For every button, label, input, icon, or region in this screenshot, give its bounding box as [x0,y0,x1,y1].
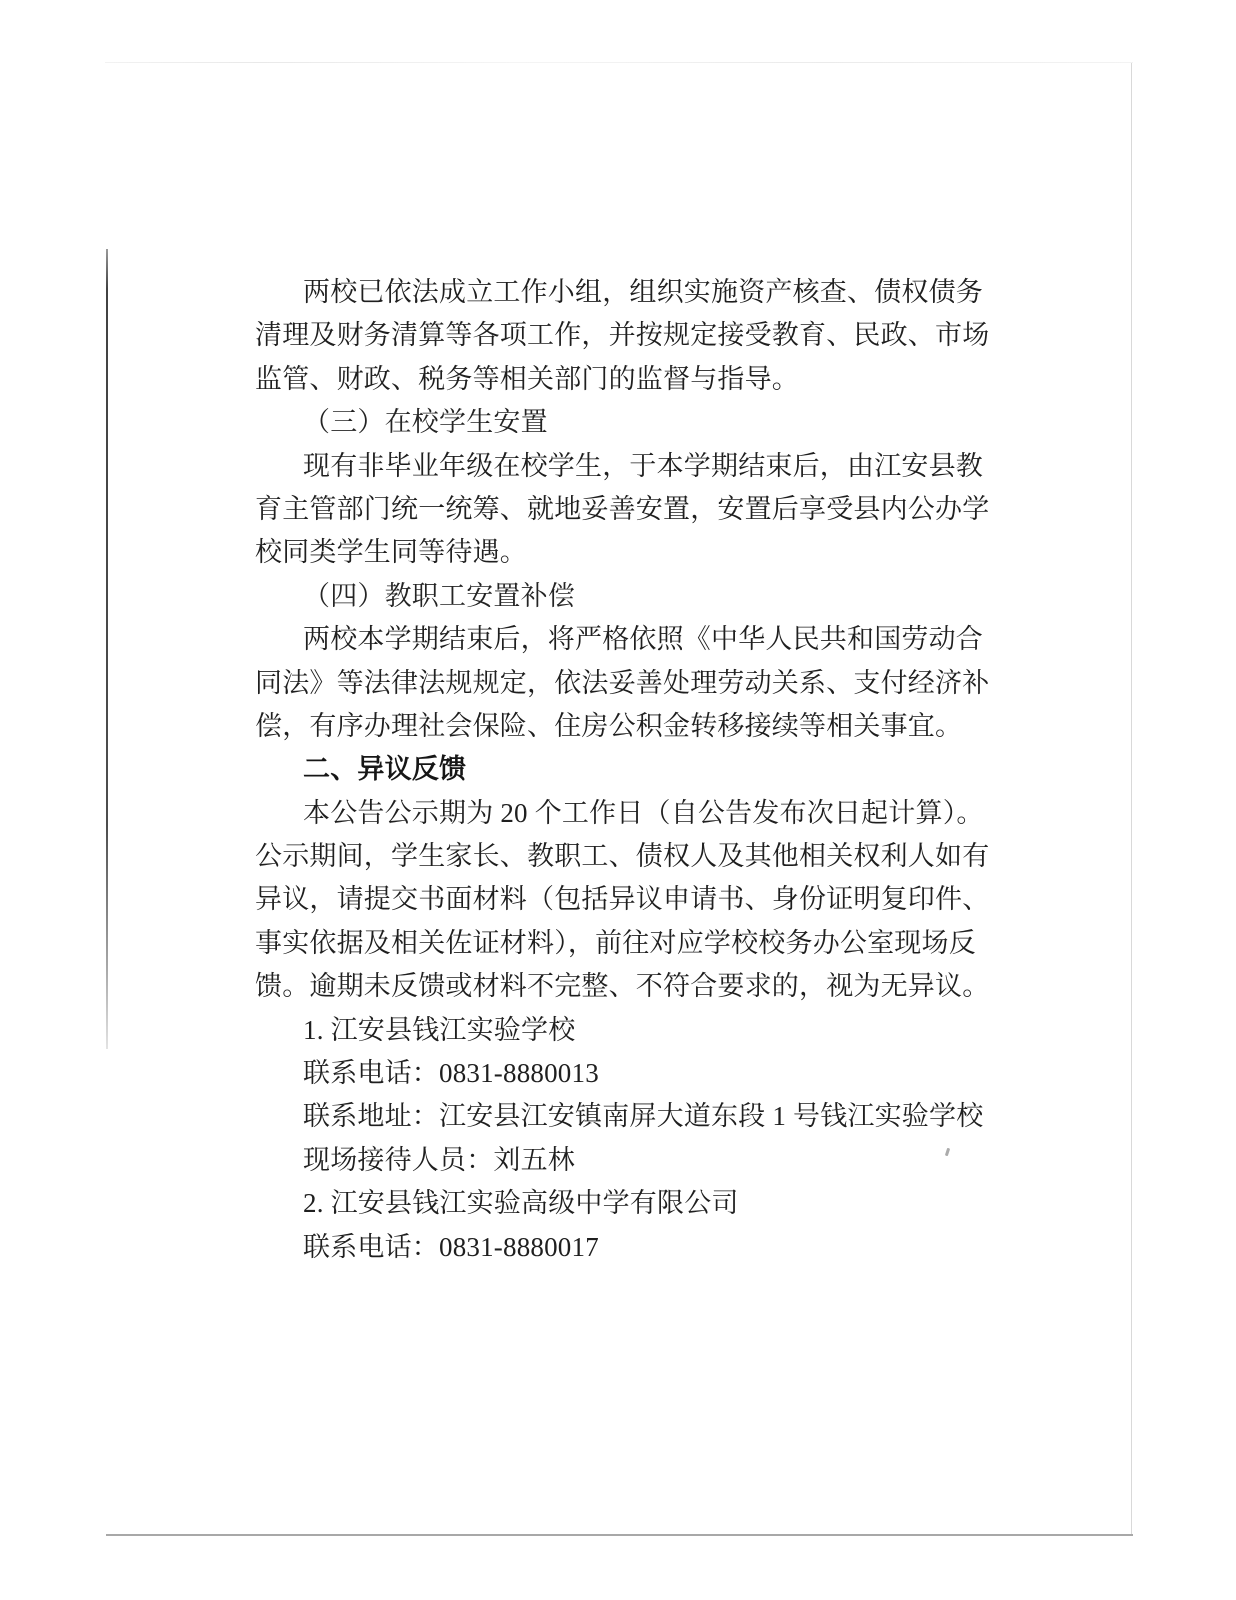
paragraph-student-placement-line-3: 校同类学生同等待遇。 [255,537,527,568]
paragraph-objection-line-2: 公示期间，学生家长、教职工、债权人及其他相关权利人如有 [255,841,990,872]
school-2-name: 2. 江安县钱江实验高级中学有限公司 [303,1188,739,1219]
paragraph-objection-line-1: 本公告公示期为 20 个工作日（自公告发布次日起计算）。 [303,797,984,828]
paragraph-student-placement-line-2: 育主管部门统一统筹、就地妥善安置，安置后享受县内公办学 [255,493,990,524]
paragraph-work-group-line-2: 清理及财务清算等各项工作，并按规定接受教育、民政、市场 [255,320,990,351]
paragraph-objection-line-5: 馈。逾期未反馈或材料不完整、不符合要求的，视为无异议。 [255,971,990,1002]
paragraph-staff-compensation-line-3: 偿，有序办理社会保险、住房公积金转移接续等相关事宜。 [255,710,963,741]
school-1-name: 1. 江安县钱江实验学校 [303,1014,576,1045]
scan-edge-top [105,62,1133,63]
section-heading-student-placement: （三）在校学生安置 [303,407,548,438]
school-1-phone: 联系电话：0831-8880013 [303,1058,599,1089]
heading-objection-feedback: 二、异议反馈 [303,754,467,785]
school-2-phone: 联系电话：0831-8880017 [303,1231,599,1262]
paragraph-staff-compensation-line-2: 同法》等法律法规规定，依法妥善处理劳动关系、支付经济补 [255,667,990,698]
paragraph-work-group-line-3: 监管、财政、税务等相关部门的监督与指导。 [255,363,799,394]
scan-edge-left [106,249,108,1049]
paragraph-objection-line-4: 事实依据及相关佐证材料），前往对应学校校务办公室现场反 [255,927,976,958]
paragraph-student-placement-line-1: 现有非毕业年级在校学生，于本学期结束后，由江安县教 [303,450,983,481]
scan-edge-bottom [106,1534,1133,1536]
paragraph-staff-compensation-line-1: 两校本学期结束后，将严格依照《中华人民共和国劳动合 [303,624,983,655]
school-1-address: 联系地址：江安县江安镇南屏大道东段 1 号钱江实验学校 [303,1101,984,1132]
document-body [255,271,1000,1269]
paragraph-objection-line-3: 异议，请提交书面材料（包括异议申请书、身份证明复印件、 [255,884,990,915]
section-heading-staff-compensation: （四）教职工安置补偿 [303,580,575,611]
paragraph-work-group-line-1: 两校已依法成立工作小组，组织实施资产核查、债权债务 [303,277,983,307]
scan-edge-right [1131,63,1132,1535]
school-1-receptionist: 现场接待人员：刘五林 [303,1144,575,1175]
